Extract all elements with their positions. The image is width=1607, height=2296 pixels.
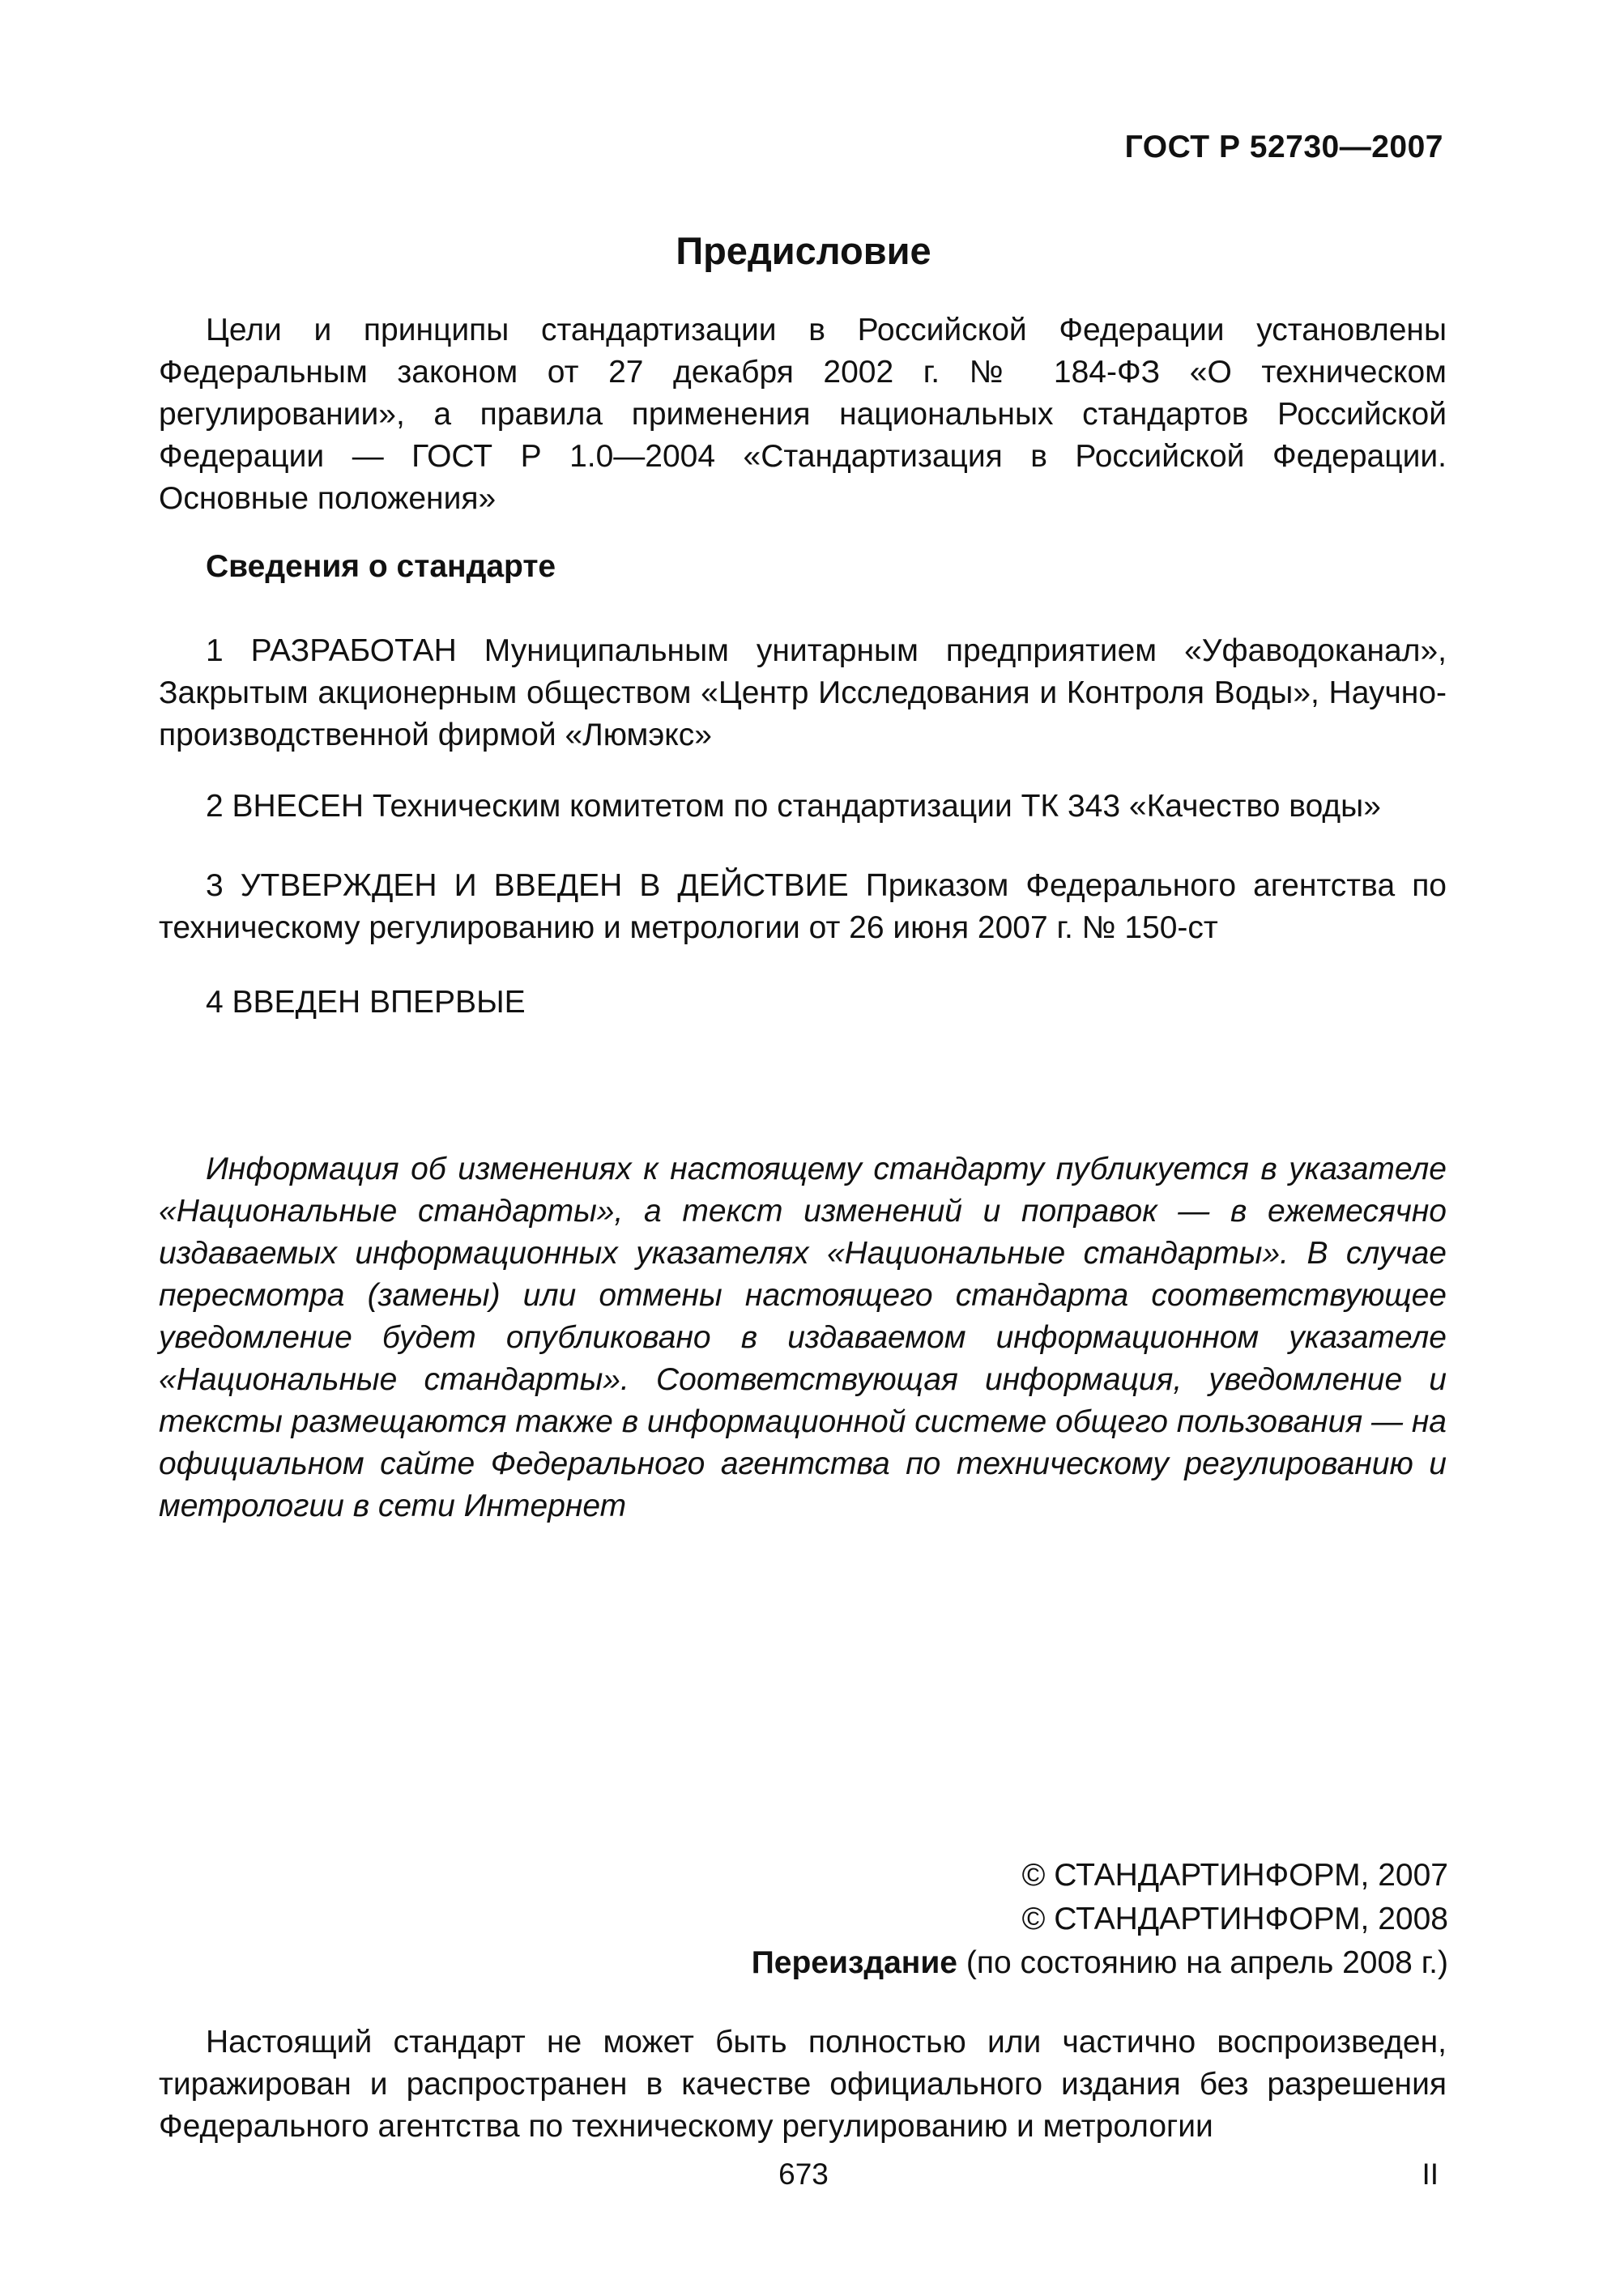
page-number: 673 bbox=[778, 2158, 829, 2191]
standard-info-item: 4 ВВЕДЕН ВПЕРВЫЕ bbox=[206, 985, 526, 1020]
page-title: Предисловие bbox=[676, 229, 931, 272]
section-heading: Сведения о стандарте bbox=[206, 549, 556, 584]
copyright-line: © СТАНДАРТИНФОРМ, 2008 bbox=[1021, 1902, 1448, 1936]
roman-page-number: II bbox=[1422, 2158, 1439, 2191]
copyright-line: © СТАНДАРТИНФОРМ, 2007 bbox=[1021, 1858, 1448, 1893]
document-code: ГОСТ Р 52730—2007 bbox=[1124, 130, 1443, 164]
standard-info-item: 1 РАЗРАБОТАН Муниципальным унитарным предприятием «Уфаводоканал», Закрытым акционерным обществом «Центр Исследования и Контроля Воды», Научно-производственной фирмой «Люмэкс» bbox=[159, 633, 1447, 752]
intro-paragraph: Цели и принципы стандартизации в Российской Федерации установлены Федеральным законом от 27 декабря 2002 г. № 184-ФЗ «О техническом регулировании», а правила применения национальных стандартов Российской Федерации — ГОСТ Р 1.0—2004 «Стандартизация в Российской Федерации. Основные положения» bbox=[159, 313, 1447, 516]
changes-info-note: Информация об изменениях к настоящему стандарту публикуется в указателе «Национальные стандарты», а текст изменений и поправок — в ежемесячно издаваемых информационных указателях «Национальные стандарты». В случае пересмотра (замены) или отмены настоящего стандарта соответствующее уведомление будет опубликовано в издаваемом информационном указателе «Национальные стандарты». Соответствующая информация, уведомление и тексты размещаются также в информационной системе общего пользования — на официальном сайте Федерального агентства по техническому регулированию и метрологии в сети Интернет bbox=[159, 1152, 1447, 1523]
reissue-line bbox=[476, 1942, 1448, 1984]
reproduction-notice: Настоящий стандарт не может быть полностью или частично воспроизведен, тиражирован и распространен в качестве официального издания без разрешения Федерального агентства по техническому регулированию и метрологии bbox=[159, 2025, 1447, 2144]
reissue-label: Переиздание bbox=[751, 1945, 957, 1980]
standard-info-item: 2 ВНЕСЕН Техническим комитетом по стандартизации ТК 343 «Качество воды» bbox=[206, 789, 1381, 824]
standard-info-item: 3 УТВЕРЖДЕН И ВВЕДЕН В ДЕЙСТВИЕ Приказом Федерального агентства по техническому регулированию и метрологии от 26 июня 2007 г. № 150-ст bbox=[159, 868, 1447, 945]
reissue-detail: (по состоянию на апрель 2008 г.) bbox=[957, 1945, 1448, 1980]
